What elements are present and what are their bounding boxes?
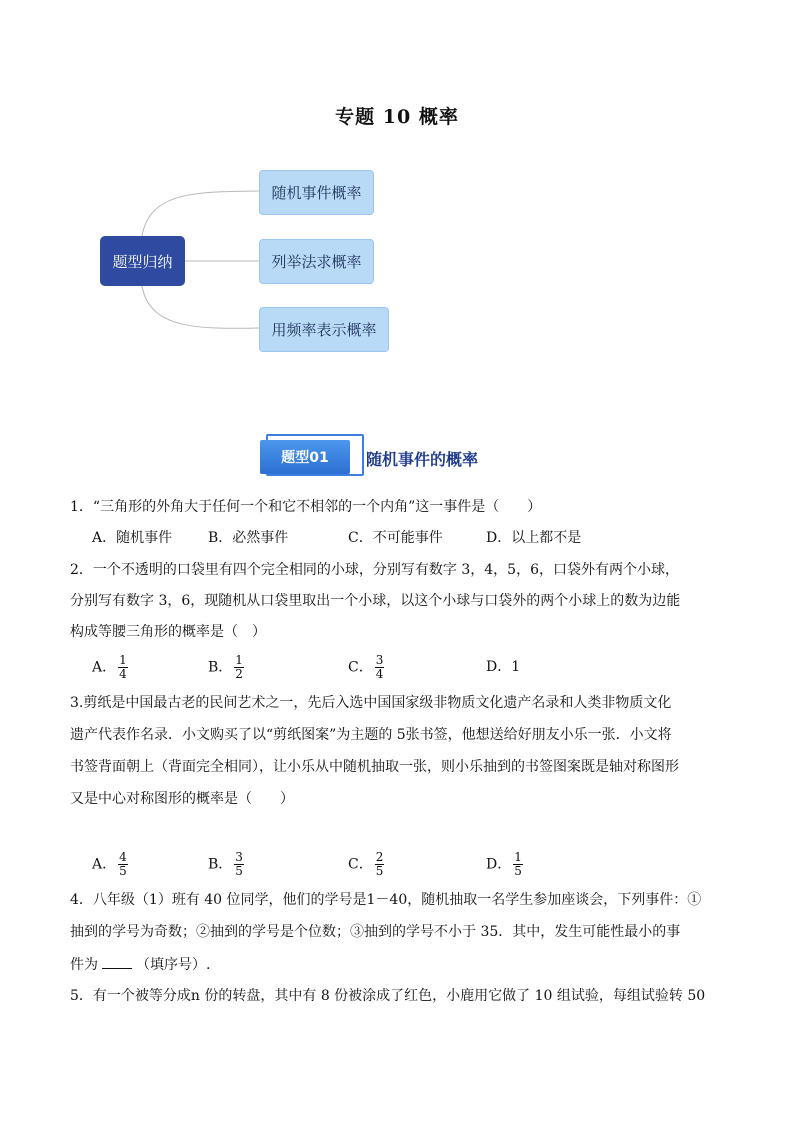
q2-option-a-fraction [118,654,128,681]
mindmap-leaf-enumeration: 列举法求概率 [259,239,374,284]
mindmap-leaf-frequency: 用频率表示概率 [259,307,389,352]
badge-label: 题型01 [260,440,350,474]
q2-line-1: 2．一个不透明的口袋里有四个完全相同的小球，分别写有数字 3，4，5，6，口袋外有两个小球， [70,562,679,578]
q3-option-d-label: D． [486,856,512,873]
q2-line-3: 构成等腰三角形的概率是（ ） [70,624,266,640]
q3-option-a [92,851,128,878]
mindmap-connectors [0,0,794,400]
q1-text: 1．“三角形的外角大于任何一个和它不相邻的一个内角”这一事件是（ ） [70,499,542,515]
q4-line-3 [70,954,210,975]
q3-option-c [348,851,384,878]
q3-option-b [208,851,244,878]
q3-line-3: 书签背面朝上（背面完全相同），让小乐从中随机抽取一张，则小乐抽到的书签图案既是轴对称图形 [70,759,679,775]
q2-line-2: 分别写有数字 3，6，现随机从口袋里取出一个小球，以这个小球与口袋外的两个小球上的数为边能 [70,593,681,609]
denominator: 5 [235,864,243,878]
q2-option-b [208,654,244,681]
numerator: 1 [514,850,522,864]
q2-option-a [92,654,128,681]
q1-option-b: B．必然事件 [208,530,289,546]
q5-line-1: 5．有一个被等分成n 份的转盘，其中有 8 份被涂成了红色，小鹿用它做了 10 组试验，每组试验转 50 [70,988,706,1004]
q3-option-d-fraction [513,851,523,878]
q3-option-b-label: B． [208,856,233,873]
q2-option-d: D．1 [486,659,521,675]
denominator: 2 [235,667,243,681]
section-title: 随机事件的概率 [366,450,479,469]
denominator: 4 [375,667,384,681]
q4-line-1: 4．八年级（1）班有 40 位同学，他们的学号是1－40，随机抽取一名学生参加座谈会，下列事件：① [70,892,702,908]
q3-line-1: 3.剪纸是中国最古老的民间艺术之一，先后入选中国国家级非物质文化遗产名录和人类非物质文化 [70,695,672,711]
q1-option-c: C．不可能事件 [348,530,443,546]
mindmap-root: 题型归纳 [100,236,185,286]
q3-option-c-label: C． [348,856,373,873]
q4-answer-blank[interactable] [102,954,132,969]
q2-option-b-label: B． [208,659,233,676]
numerator: 1 [235,653,243,667]
q2-option-c-label: C． [348,659,373,676]
denominator: 5 [375,864,384,878]
q2-option-a-label: A． [92,659,117,676]
numerator: 3 [375,653,384,667]
numerator: 3 [235,850,243,864]
q2-option-b-fraction [234,654,244,681]
q3-line-2: 遗产代表作名录．小文购买了以“剪纸图案”为主题的 5张书签，他想送给好朋友小乐一张．小文将 [70,727,672,743]
page-title: 专题 10 概率 [335,106,459,128]
q3-option-c-fraction [375,851,385,878]
section-badge [260,434,360,476]
q4-line-3-suffix: （填序号）. [136,957,211,973]
q3-option-d [486,851,523,878]
q3-option-a-label: A． [92,856,117,873]
q2-option-c [348,654,384,681]
denominator: 4 [119,667,127,681]
numerator: 4 [119,850,127,864]
denominator: 5 [119,864,127,878]
q1-option-a: A．随机事件 [92,530,173,546]
q3-option-a-fraction [118,851,128,878]
q3-line-4: 又是中心对称图形的概率是（ ） [70,791,294,807]
numerator: 1 [119,653,127,667]
q2-option-c-fraction [375,654,385,681]
q3-option-b-fraction [234,851,244,878]
q1-option-d: D．以上都不是 [486,530,582,546]
mindmap-leaf-random-event: 随机事件概率 [259,170,374,215]
denominator: 5 [514,864,522,878]
numerator: 2 [375,850,384,864]
q4-line-2: 抽到的学号为奇数；②抽到的学号是个位数；③抽到的学号不小于 35．其中，发生可能性最小的事 [70,924,681,940]
q4-line-3-prefix: 件为 [70,957,98,973]
